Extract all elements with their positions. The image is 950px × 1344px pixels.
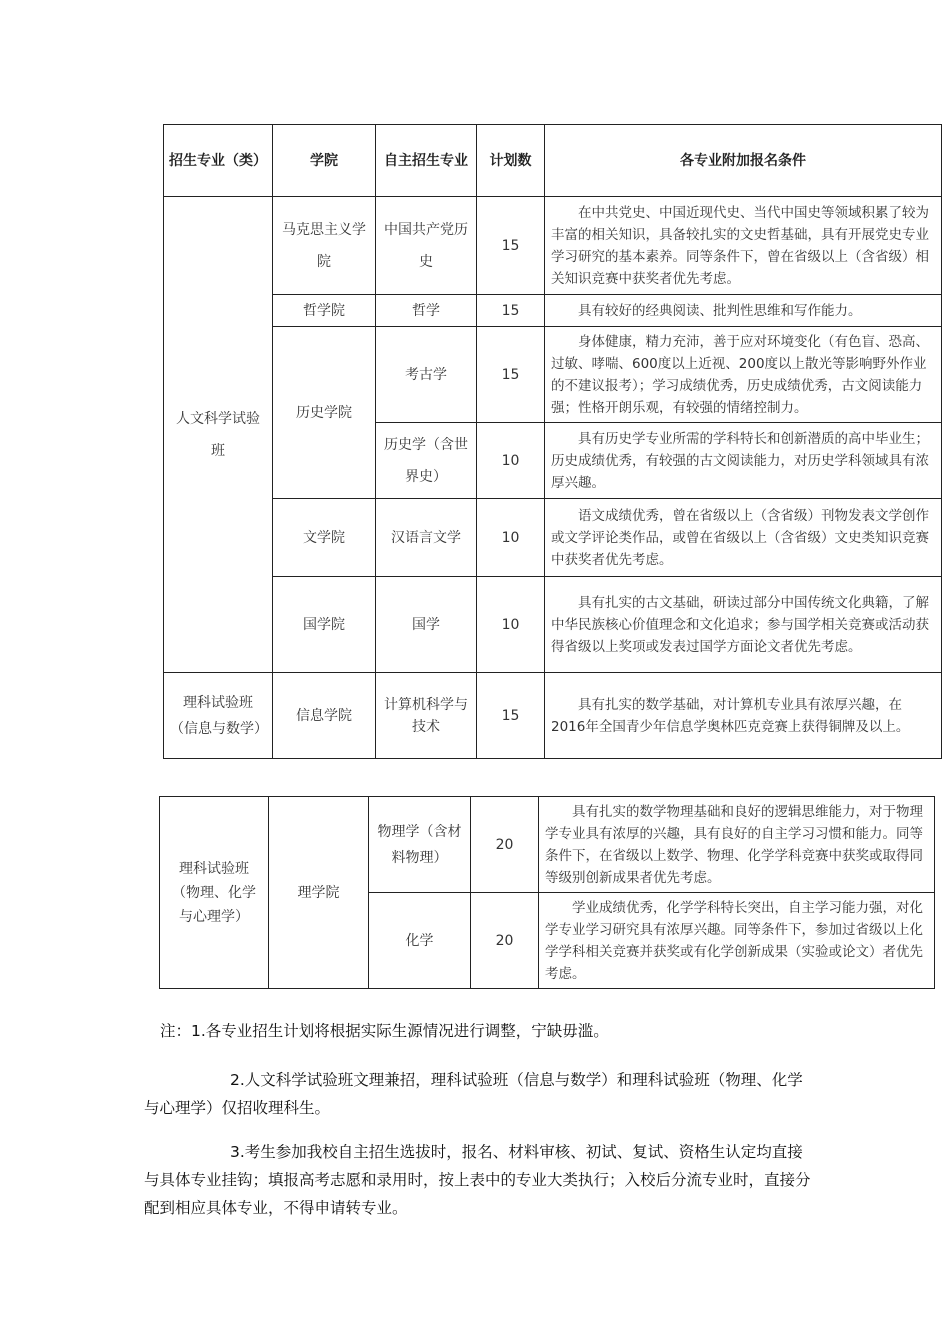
major-cell: 物理学（含材料物理） <box>369 797 471 893</box>
major-cell: 中国共产党历史 <box>376 197 477 295</box>
major-cell: 国学 <box>376 577 477 673</box>
condition-cell: 语文成绩优秀，曾在省级以上（含省级）刊物发表文学创作或文学评论类作品，或曾在省级以上（含省级）文史类知识竞赛中获奖者优先考虑。 <box>545 499 942 577</box>
college-cell: 信息学院 <box>273 673 376 759</box>
college-cell: 国学院 <box>273 577 376 673</box>
condition-cell: 具有扎实的数学基础，对计算机专业具有浓厚兴趣，在2016年全国青少年信息学奥林匹克竞赛上获得铜牌及以上。 <box>545 673 942 759</box>
condition-cell: 具有较好的经典阅读、批判性思维和写作能力。 <box>545 295 942 327</box>
condition-cell: 具有扎实的数学物理基础和良好的逻辑思维能力，对于物理学专业具有浓厚的兴趣，具有良好的自主学习习惯和能力。同等条件下，在省级以上数学、物理、化学学科竞赛中获奖或取得同等级别创新成果者优先考虑。 <box>539 797 935 893</box>
major-cell: 化学 <box>369 893 471 989</box>
college-cell: 历史学院 <box>273 327 376 499</box>
header-major: 自主招生专业 <box>376 125 477 197</box>
group-info: 理科试验班（信息与数学） <box>164 673 273 759</box>
table-row <box>164 577 942 673</box>
table-header-row <box>164 125 942 197</box>
header-college: 学院 <box>273 125 376 197</box>
table-row <box>160 797 935 893</box>
table-row <box>164 295 942 327</box>
table-row <box>164 499 942 577</box>
college-cell: 哲学院 <box>273 295 376 327</box>
condition-cell: 具有扎实的古文基础，研读过部分中国传统文化典籍，了解中华民族核心价值理念和文化追求；参与国学相关竞赛或活动获得省级以上奖项或发表过国学方面论文者优先考虑。 <box>545 577 942 673</box>
major-cell: 考古学 <box>376 327 477 423</box>
condition-cell: 在中共党史、中国近现代史、当代中国史等领域积累了较为丰富的相关知识，具备较扎实的文史哲基础，具有开展党史专业学习研究的基本素养。同等条件下，曾在省级以上（含省级）相关知识竞赛中获奖者优先考虑。 <box>545 197 942 295</box>
note-1: 注：1.各专业招生计划将根据实际生源情况进行调整，宁缺毋滥。 <box>160 1022 609 1040</box>
plan-cell: 15 <box>477 327 545 423</box>
plan-cell: 15 <box>477 197 545 295</box>
admission-table-2 <box>159 796 935 989</box>
header-category: 招生专业（类） <box>164 125 273 197</box>
plan-cell: 15 <box>477 673 545 759</box>
table-row <box>164 327 942 423</box>
condition-cell: 身体健康，精力充沛，善于应对环境变化（有色盲、恐高、过敏、哮喘、600度以上近视、200度以上散光等影响野外作业的不建议报考）；学习成绩优秀，历史成绩优秀，古文阅读能力强；性格开朗乐观，有较强的情绪控制力。 <box>545 327 942 423</box>
major-cell: 计算机科学与技术 <box>376 673 477 759</box>
admission-table-1 <box>163 124 942 759</box>
major-cell: 汉语言文学 <box>376 499 477 577</box>
plan-cell: 15 <box>477 295 545 327</box>
condition-cell: 学业成绩优秀，化学学科特长突出，自主学习能力强，对化学专业学习研究具有浓厚兴趣。同等条件下，参加过省级以上化学学科相关竞赛并获奖或有化学创新成果（实验或论文）者优先考虑。 <box>539 893 935 989</box>
plan-cell: 10 <box>477 499 545 577</box>
college-cell: 理学院 <box>269 797 369 989</box>
college-cell: 文学院 <box>273 499 376 577</box>
major-cell: 历史学（含世界史） <box>376 423 477 499</box>
plan-cell: 20 <box>471 893 539 989</box>
plan-cell: 10 <box>477 577 545 673</box>
table-row <box>164 197 942 295</box>
college-cell: 马克思主义学院 <box>273 197 376 295</box>
group-science: 理科试验班（物理、化学与心理学） <box>160 797 269 989</box>
header-condition: 各专业附加报名条件 <box>545 125 942 197</box>
major-cell: 哲学 <box>376 295 477 327</box>
header-plan: 计划数 <box>477 125 545 197</box>
note-3: 3.考生参加我校自主招生选拔时，报名、材料审核、初试、复试、资格生认定均直接与具体专业挂钩；填报高考志愿和录用时，按上表中的专业大类执行；入校后分流专业时，直接分配到相应具体专业，不得申请转专业。 <box>144 1143 811 1217</box>
plan-cell: 10 <box>477 423 545 499</box>
note-2: 2.人文科学试验班文理兼招，理科试验班（信息与数学）和理科试验班（物理、化学与心理学）仅招收理科生。 <box>144 1071 803 1117</box>
group-humanities: 人文科学试验班 <box>164 197 273 673</box>
table-row <box>164 673 942 759</box>
plan-cell: 20 <box>471 797 539 893</box>
condition-cell: 具有历史学专业所需的学科特长和创新潜质的高中毕业生；历史成绩优秀，有较强的古文阅读能力，对历史学科领域具有浓厚兴趣。 <box>545 423 942 499</box>
